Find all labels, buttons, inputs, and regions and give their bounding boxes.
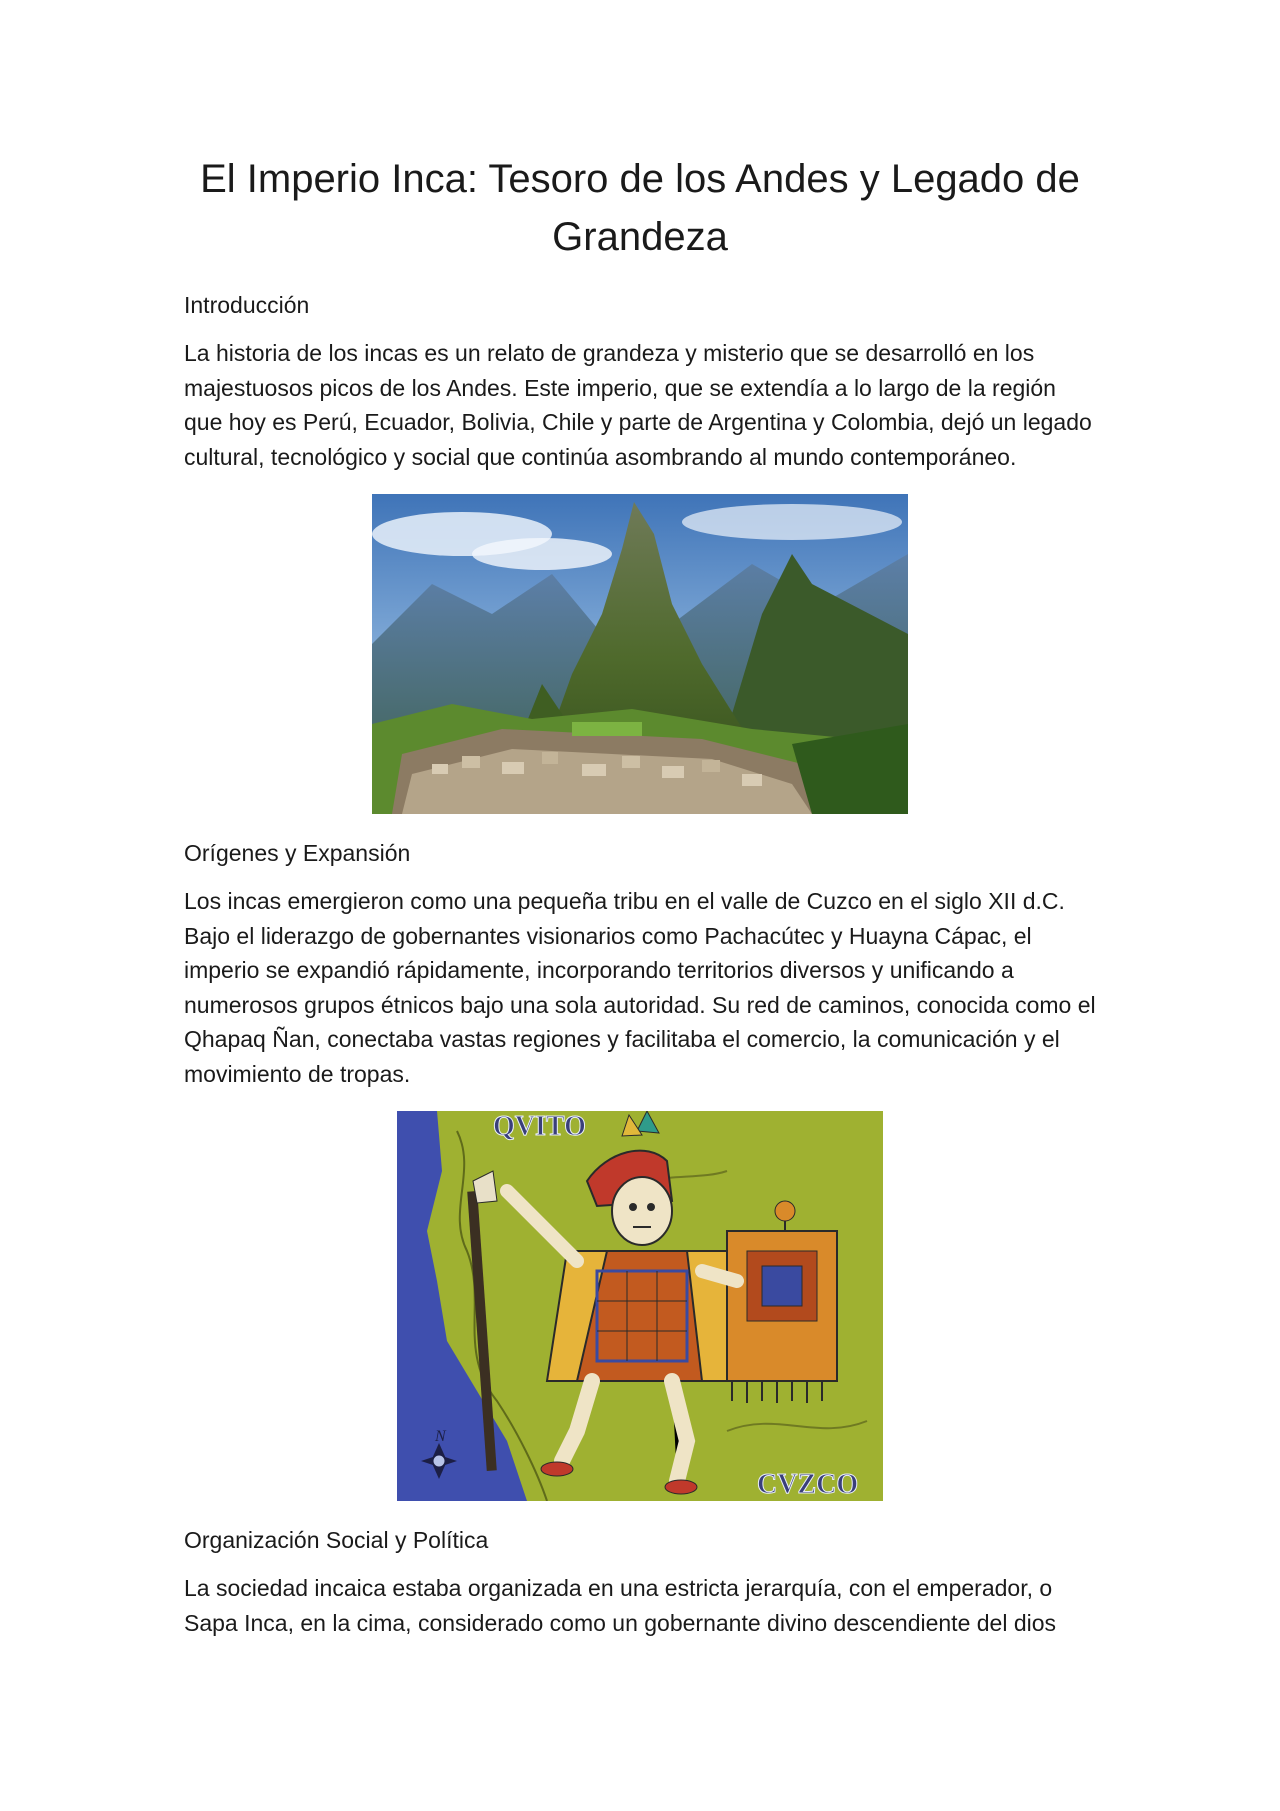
- inca-emperor-illustration: [397, 1111, 883, 1501]
- machu-picchu-illustration: [372, 494, 908, 814]
- section-heading-introduccion: Introducción: [184, 292, 310, 318]
- section-body-origenes: Los incas emergieron como una pequeña tribu en el valle de Cuzco en el siglo XII d.C. Bajo el liderazgo de gobernantes visionarios como Pachacútec y Huayna Cápac, el imperio se expandió rápidamente, incorporando territorios diversos y unificando a numerosos grupos étnicos bajo una sola autoridad. Su red de caminos, conocida como el Qhapaq Ñan, conectaba vastas regiones y facilitaba el comercio, la comunicación y el movimiento de tropas.: [184, 888, 1096, 1087]
- section-body-organizacion: La sociedad incaica estaba organizada en una estricta jerarquía, con el emperador, o Sapa Inca, en la cima, considerado como un gobernante divino descendiente del dios: [184, 1575, 1057, 1636]
- svg-text:N: N: [435, 1428, 446, 1445]
- map-label-south: CVZCO: [757, 1469, 859, 1500]
- section-heading-organizacion: Organización Social y Política: [184, 1527, 489, 1553]
- inca-emperor-map-image: [397, 1111, 883, 1501]
- document-content: [184, 150, 1096, 1640]
- section-heading-origenes: Orígenes y Expansión: [184, 840, 411, 866]
- machu-picchu-image: [372, 494, 908, 814]
- section-body-introduccion: La historia de los incas es un relato de grandeza y misterio que se desarrolló en los majestuosos picos de los Andes. Este imperio, que se extendía a lo largo de la región que hoy es Perú, Ecuador, Bolivia, Chile y parte de Argentina y Colombia, dejó un legado cultural, tecnológico y social que continúa asombrando al mundo contemporáneo.: [184, 340, 1092, 470]
- map-label-north: QVITO: [493, 1111, 586, 1142]
- document-title: El Imperio Inca: Tesoro de los Andes y Legado de Grandeza: [200, 157, 1080, 259]
